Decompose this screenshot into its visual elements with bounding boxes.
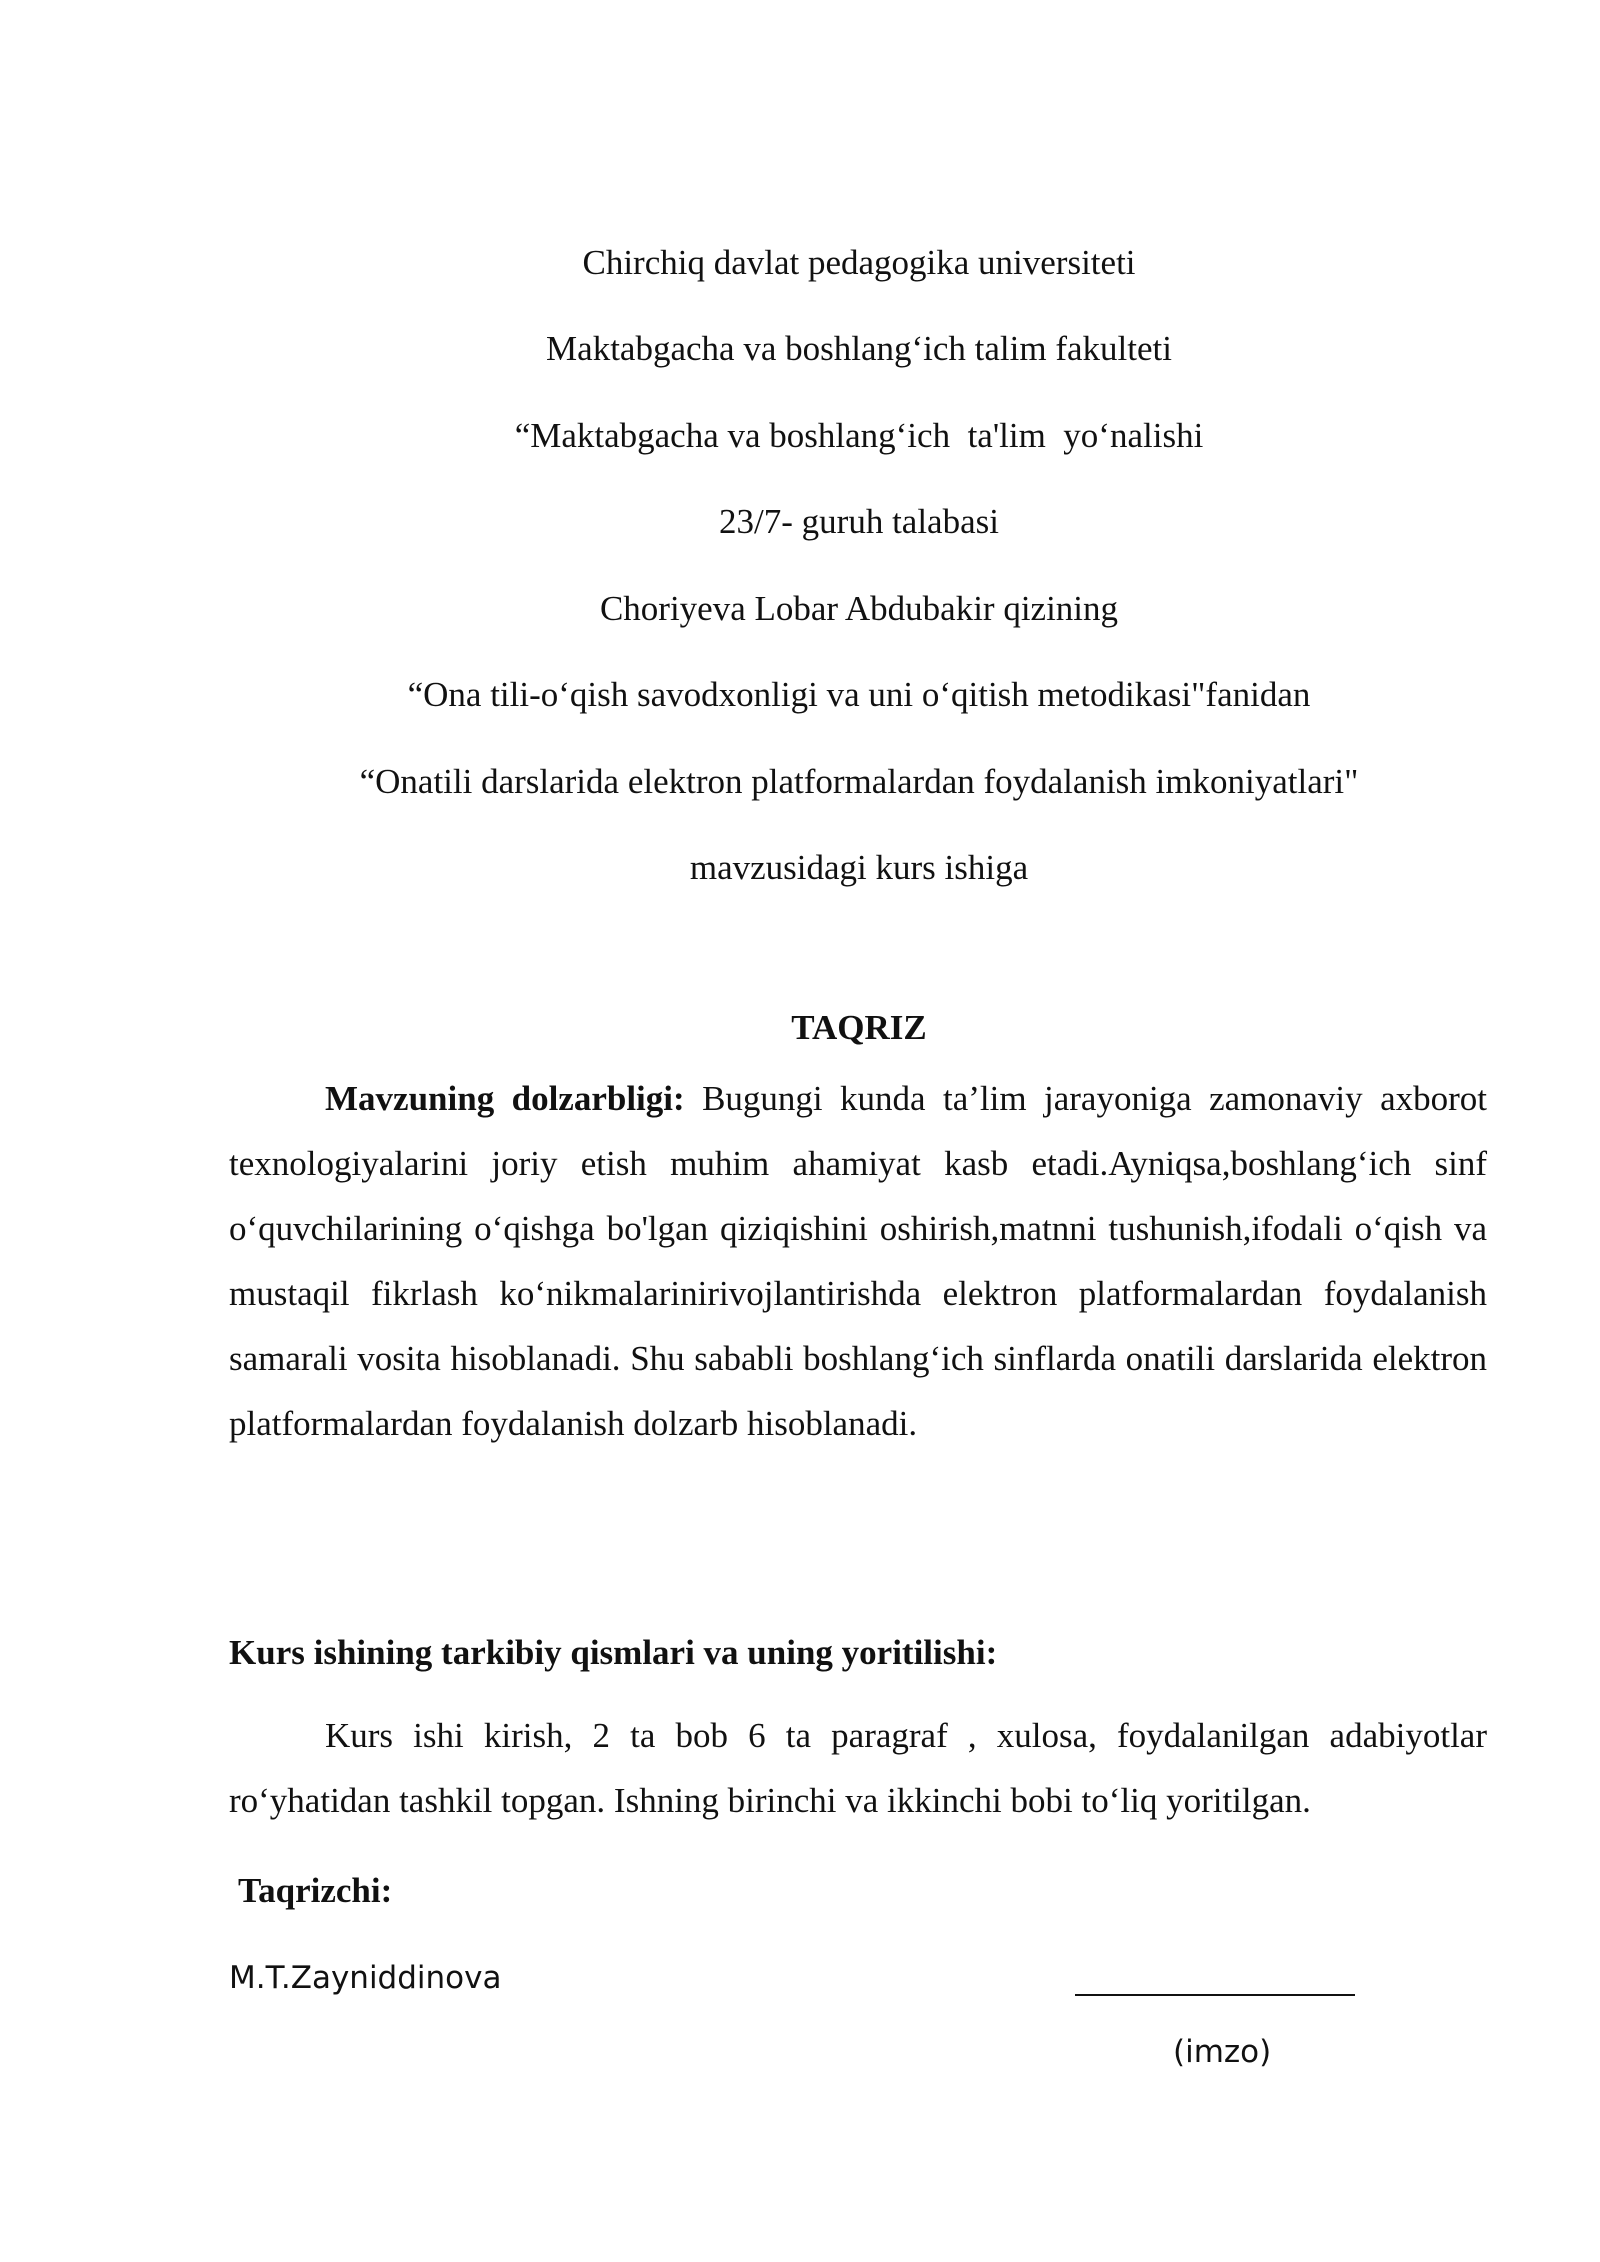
structure-heading: Kurs ishining tarkibiy qismlari va uning yoritilishi:	[229, 1633, 998, 1672]
relevance-text: Bugungi kunda ta’lim jarayoniga zamonaviy axborot texnologiyalarini joriy etish muhim ahamiyat kasb etadi.Ayniqsa,boshlang‘ich sinf o‘quvchilarining o‘qishga bo'lgan qiziqishini oshirish,matnni tushunish,ifodali o‘qish va mustaqil fikrlash ko‘nikmalarinirivojlantirishda elektron platformalardan foydalanish samarali vosita hisoblanadi. Shu sababli boshlang‘ich sinflarda onatili darslarida elektron platformalardan foydalanish dolzarb hisoblanadi.	[229, 1079, 1487, 1443]
header-faculty: Maktabgacha va boshlang‘ich talim fakulteti	[546, 329, 1172, 368]
header-direction: “Maktabgacha va boshlang‘ich ta'lim yo‘nalishi	[514, 416, 1204, 455]
header-topic: “Onatili darslarida elektron platformalardan foydalanish imkoniyatlari"	[359, 762, 1359, 801]
relevance-label: Mavzuning dolzarbligi:	[325, 1079, 685, 1118]
reviewer-label: Taqrizchi:	[238, 1871, 393, 1910]
structure-paragraph	[229, 1703, 1487, 1833]
structure-text: Kurs ishi kirish, 2 ta bob 6 ta paragraf , xulosa, foydalanilgan adabiyotlar ro‘yhatidan tashkil topgan. Ishning birinchi va ikkinchi bobi to‘liq yoritilgan.	[229, 1716, 1487, 1820]
header-subject: “Ona tili-o‘qish savodxonligi va uni o‘qitish metodikasi"fanidan	[407, 675, 1311, 714]
signature-line	[1075, 1994, 1355, 1996]
header-course-work: mavzusidagi kurs ishiga	[689, 848, 1029, 887]
reviewer-name: M.T.Zayniddinova	[229, 1960, 502, 1996]
header-group: 23/7- guruh talabasi	[719, 502, 999, 541]
document-title: TAQRIZ	[791, 1008, 927, 1047]
signature-label: (imzo)	[1173, 2034, 1272, 2070]
header-student: Choriyeva Lobar Abdubakir qizining	[599, 589, 1119, 628]
relevance-paragraph	[229, 1066, 1487, 1456]
header-university: Chirchiq davlat pedagogika universiteti	[582, 243, 1136, 282]
